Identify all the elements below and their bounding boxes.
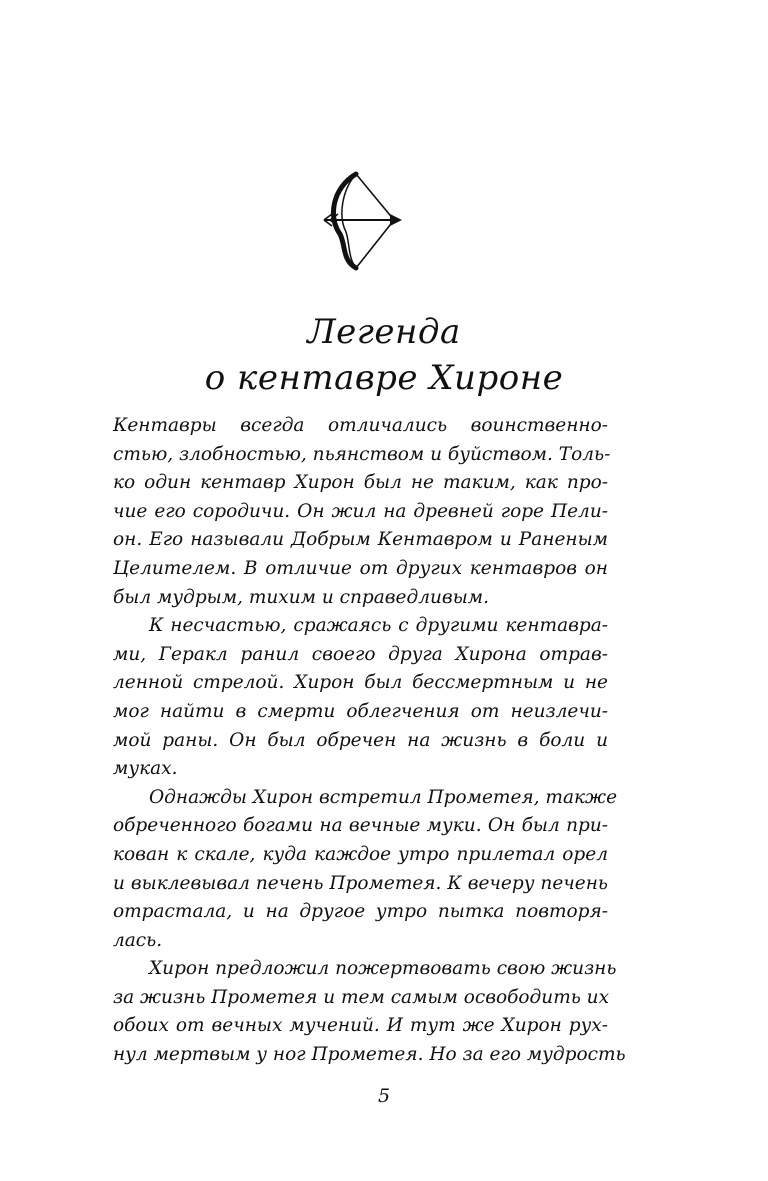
text-line: ми, Геракл ранил своего друга Хирона отрав-	[113, 643, 608, 665]
text-line: отрастала, и на другое утро пытка повторя-	[113, 901, 608, 923]
text-line: кован к скале, куда каждое утро прилетал орел	[113, 843, 608, 865]
body-text	[113, 412, 626, 1070]
text-line: за жизнь Прометея и тем самым освободить их	[113, 986, 610, 1008]
text-line: лась.	[113, 929, 163, 951]
text-line: муках.	[113, 758, 178, 780]
text-line: Однажды Хирон встретил Прометея, также	[149, 786, 618, 808]
text-line: Кентавры всегда отличались воинственно-	[113, 415, 608, 436]
page-number: 5	[377, 1085, 391, 1107]
text-line: был мудрым, тихим и справедливым.	[113, 586, 489, 608]
chapter-title-line-1: Легенда	[307, 312, 461, 352]
text-line: и выклевывал печень Прометея. К вечеру печень	[113, 872, 608, 894]
text-line: стью, злобностью, пьянством и буйством. Толь-	[113, 443, 611, 465]
text-line: К несчастью, сражаясь с другими кентавра-	[149, 615, 608, 637]
text-line: Целителем. В отличие от других кентавров он	[113, 557, 608, 579]
text-line: обреченного богами на вечные муки. Он был при-	[113, 815, 608, 837]
bow-and-arrow-icon	[320, 168, 404, 276]
text-line: он. Его называли Добрым Кентавром и Раненым	[113, 529, 608, 551]
text-line: Хирон предложил пожертвовать свою жизнь	[149, 958, 617, 980]
text-line: чие его сородичи. Он жил на древней горе Пели-	[113, 500, 608, 522]
text-line: мог найти в смерти облегчения от неизлечи-	[113, 700, 608, 722]
text-line: нул мертвым у ног Прометея. Но за его мудрость	[113, 1044, 626, 1066]
text-line: ко один кентавр Хирон был не таким, как про-	[113, 472, 608, 494]
text-line: ленной стрелой. Хирон был бессмертным и не	[113, 672, 608, 694]
chapter-title-line-2: о кентавре Хироне	[204, 358, 564, 398]
text-line: мой раны. Он был обречен на жизнь в боли и	[113, 729, 608, 751]
text-line: обоих от вечных мучений. И тут же Хирон рух-	[113, 1015, 608, 1037]
